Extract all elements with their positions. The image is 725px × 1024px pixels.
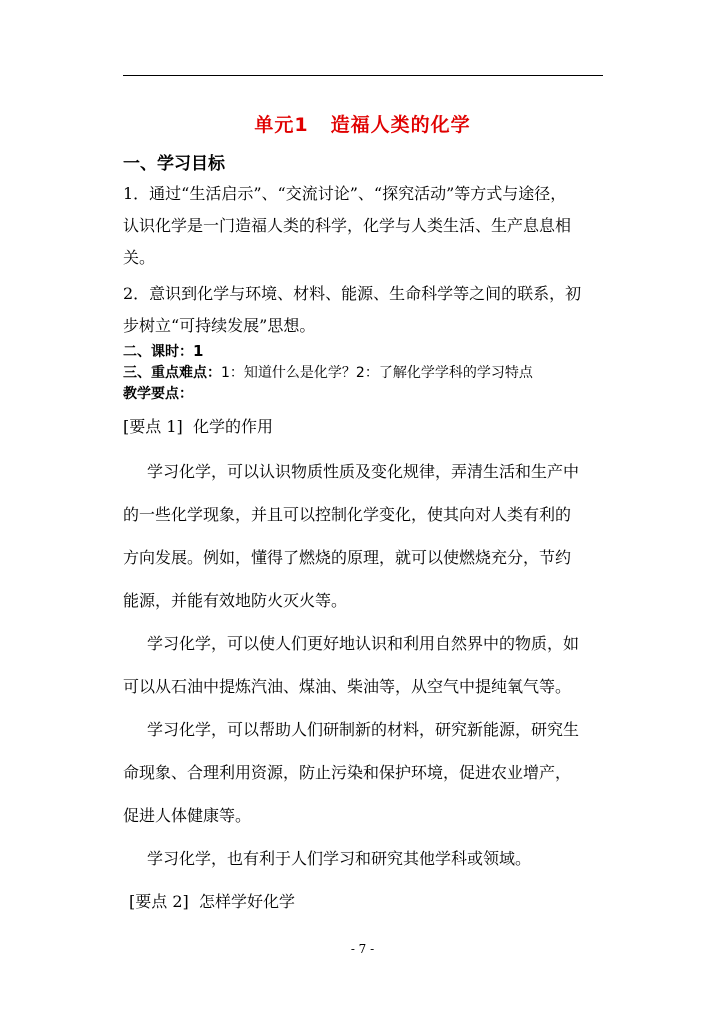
teaching-points-heading: 教学要点： xyxy=(123,386,193,402)
objective-1-line-3: 关。 xyxy=(123,248,156,267)
title-unit: 单元1 xyxy=(254,114,309,136)
point-2-label: [要点 2] xyxy=(129,892,189,911)
objective-1-line-1: 1．通过“生活启示”、“交流讨论”、“探究活动”等方式与途径， xyxy=(123,184,567,203)
point-1-heading xyxy=(123,414,273,437)
objective-1-line-2: 认识化学是一门造福人类的科学，化学与人类生活、生产息息相 xyxy=(123,216,572,235)
section-2 xyxy=(123,341,203,361)
page-number: - 7 - xyxy=(350,942,375,956)
para-2-line-2: 可以从石油中提炼汽油、煤油、柴油等，从空气中提纯氧气等。 xyxy=(123,677,572,696)
para-3-line-2: 命现象、合理利用资源，防止污染和保护环境，促进农业增产， xyxy=(123,763,572,782)
class-hours-value: 1 xyxy=(193,342,204,360)
section-2-heading: 二、课时： xyxy=(123,344,193,360)
para-1-line-3: 方向发展。例如，懂得了燃烧的原理，就可以使燃烧充分，节约 xyxy=(123,548,572,567)
para-4-line-1: 学习化学，也有利于人们学习和研究其他学科或领域。 xyxy=(147,849,532,868)
section-1-heading: 一、学习目标 xyxy=(123,154,225,174)
point-2-title: 怎样学好化学 xyxy=(198,892,295,911)
para-3-line-3: 促进人体健康等。 xyxy=(123,806,252,825)
para-1-line-1: 学习化学，可以认识物质性质及变化规律，弄清生活和生产中 xyxy=(147,462,580,481)
para-3-line-1: 学习化学，可以帮助人们研制新的材料，研究新能源，研究生 xyxy=(147,720,580,739)
para-1-line-2: 的一些化学现象，并且可以控制化学变化，使其向对人类有利的 xyxy=(123,505,572,524)
point-1-title: 化学的作用 xyxy=(192,417,273,436)
section-3-text: 1：知道什么是化学？2：了解化学学科的学习特点 xyxy=(221,365,533,381)
point-1-label: [要点 1] xyxy=(123,417,183,436)
page-title xyxy=(0,110,725,137)
section-3-heading: 三、重点难点： xyxy=(123,365,221,381)
objective-2-line-1: 2．意识到化学与环境、材料、能源、生命科学等之间的联系，初 xyxy=(123,284,582,303)
point-2-heading xyxy=(129,889,295,912)
para-2-line-1: 学习化学，可以使人们更好地认识和利用自然界中的物质，如 xyxy=(147,634,580,653)
title-name: 造福人类的化学 xyxy=(330,114,471,136)
header-rule xyxy=(123,75,603,76)
objective-2-line-2: 步树立“可持续发展”思想。 xyxy=(123,316,316,335)
para-1-line-4: 能源，并能有效地防火灭火等。 xyxy=(123,591,348,610)
section-3 xyxy=(123,362,533,382)
